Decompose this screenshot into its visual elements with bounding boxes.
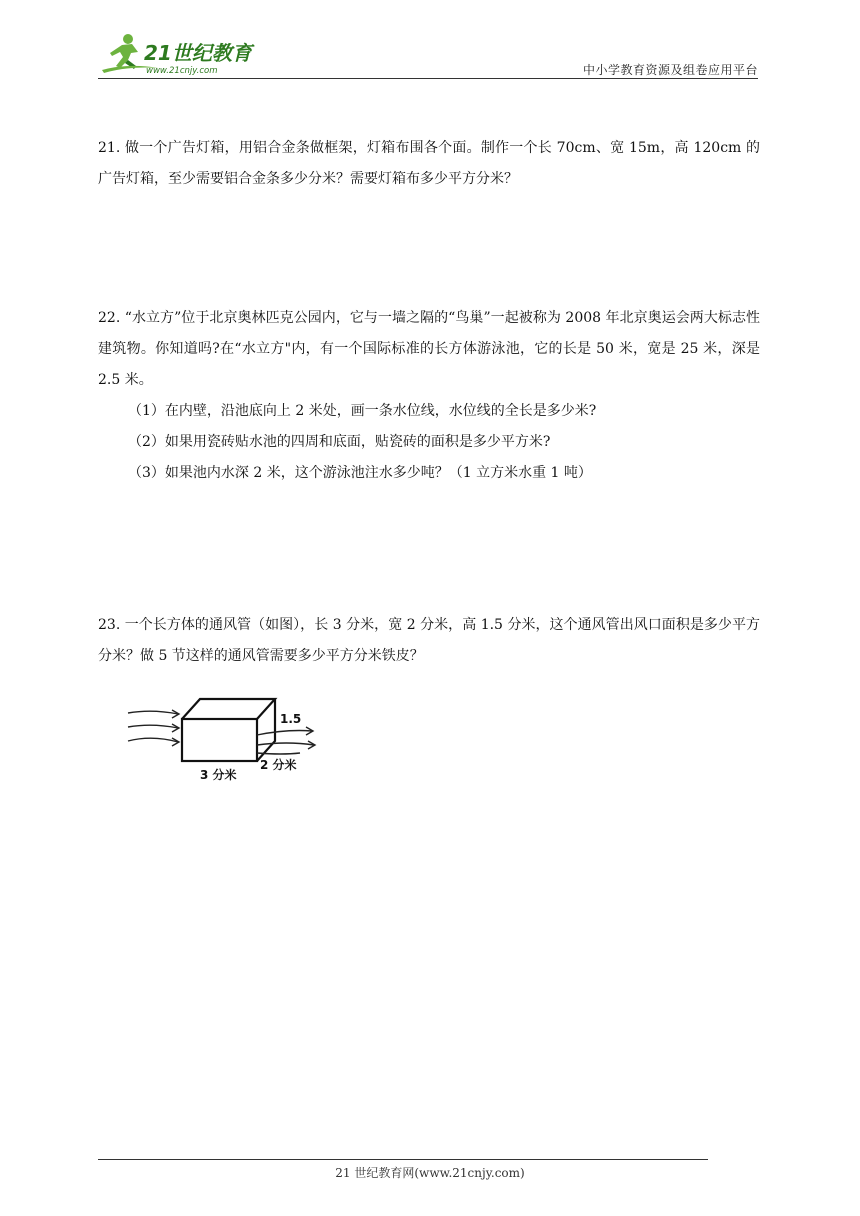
header-divider	[98, 78, 758, 79]
question-22-sub-3: （3）如果池内水深 2 米，这个游泳池注水多少吨？（1 立方米水重 1 吨）	[128, 465, 592, 481]
question-23-text: 23. 一个长方体的通风管（如图），长 3 分米，宽 2 分米，高 1.5 分米，这个通风管出风口面积是多少平方分米？做 5 节这样的通风管需要多少平方分米铁皮？	[98, 617, 760, 664]
footer-divider	[98, 1159, 708, 1160]
question-23	[98, 610, 760, 672]
length-label: 3 分米	[200, 768, 237, 782]
page-footer: 21 世纪教育网(www.21cnjy.com)	[335, 1166, 525, 1180]
question-22-sub-1: （1）在内壁，沿池底向上 2 米处，画一条水位线，水位线的全长是多少米?	[128, 403, 597, 419]
height-label: 1.5	[280, 712, 302, 726]
platform-name: 中小学教育资源及组卷应用平台	[582, 63, 758, 77]
question-22	[98, 303, 760, 489]
question-22-text: 22. “水立方”位于北京奥林匹克公园内，它与一墙之隔的“鸟巢”一起被称为 2008 年北京奥运会两大标志性建筑物。你知道吗?在“水立方"内，有一个国际标准的长方体游泳池，它的长是 50 米，宽是 25 米，深是 2.5 米。	[98, 310, 760, 388]
page-header	[98, 30, 758, 80]
box-outline	[182, 699, 275, 761]
question-21	[98, 133, 760, 195]
width-label: 2 分米	[260, 758, 297, 772]
question-22-sub-2: （2）如果用瓷砖贴水池的四周和底面，贴瓷砖的面积是多少平方米?	[128, 434, 551, 450]
duct-figure	[122, 683, 337, 798]
logo-21cnjy	[98, 30, 258, 76]
logo-url-text: www.21cnjy.com	[146, 66, 218, 76]
question-21-text: 21. 做一个广告灯箱，用铝合金条做框架，灯箱布围各个面。制作一个长 70cm、宽 15m，高 120cm 的广告灯箱，至少需要铝合金条多少分米？需要灯箱布多少平方分米？	[98, 140, 760, 187]
logo-main-text: 21世纪教育	[144, 41, 252, 65]
